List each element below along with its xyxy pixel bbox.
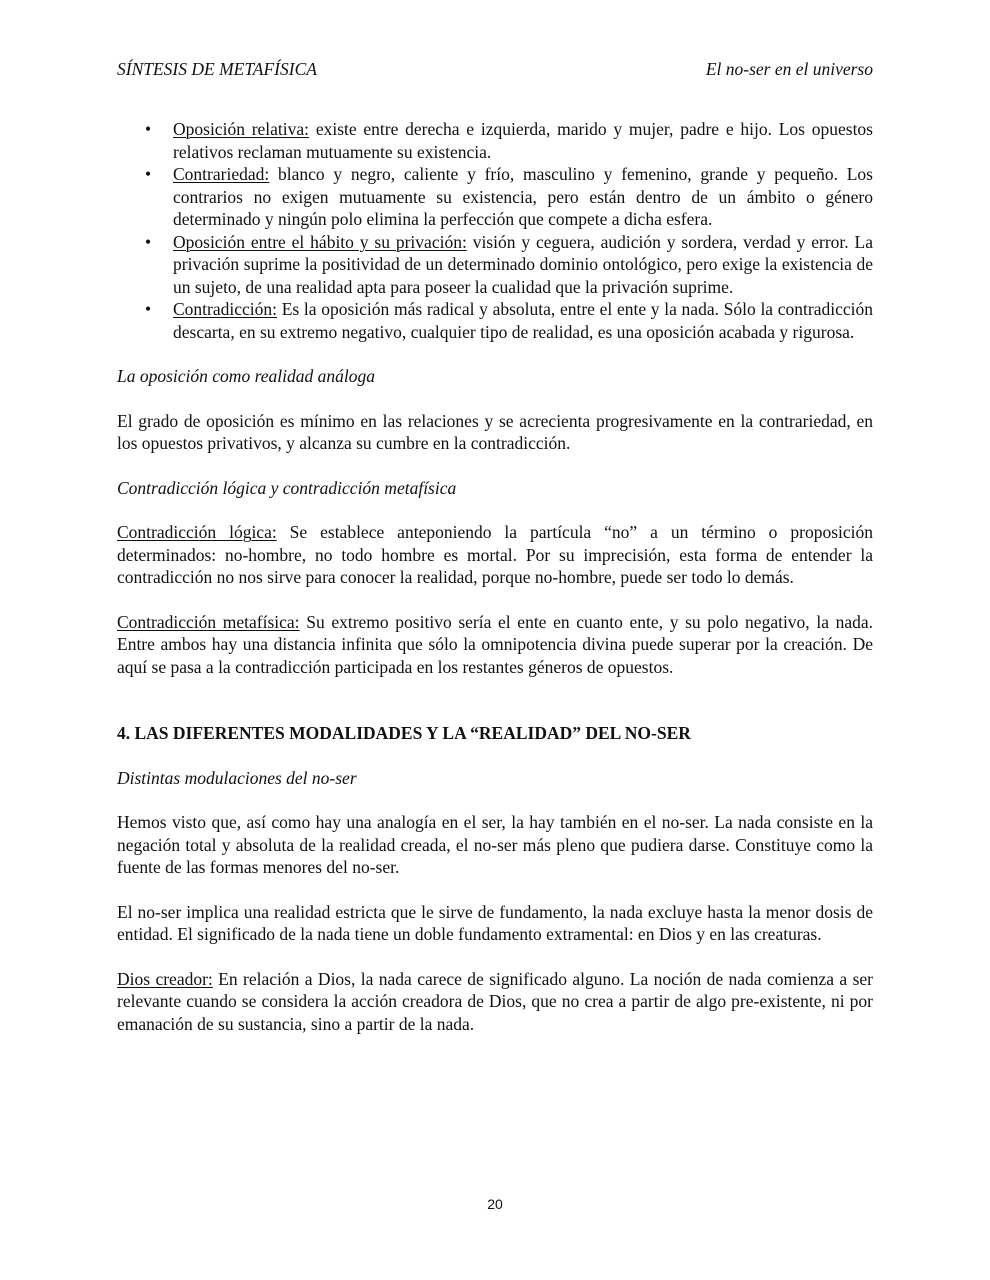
running-header-title: SÍNTESIS DE METAFÍSICA	[117, 59, 317, 79]
paragraph-text: En relación a Dios, la nada carece de significado alguno. La noción de nada comienza a ser relevante cuando se considera la acción creadora de Dios, que no crea a partir de algo pre-existente, ni por emanación de su sustancia, sino a partir de la nada.	[117, 968, 873, 1034]
term-label: Contrariedad:	[173, 164, 270, 184]
paragraph-text: Su extremo positivo sería el ente en cuanto ente, y su polo negativo, la nada. Entre ambos hay una distancia infinita que sólo la omnipotencia divina puede superar por la creación. De aquí se pasa a la contradicción participada en los restantes géneros de opuestos.	[117, 611, 874, 677]
item-text: visión y ceguera, audición y sordera, verdad y error. La privación suprime la positividad de un determinado dominio ontológico, pero exige la existencia de un sujeto, de una realidad apta para poseer la cualidad que la privación suprime.	[173, 231, 874, 297]
subheading-contradiction: Contradicción lógica y contradicción metafísica	[117, 477, 457, 498]
term-label: Contradicción lógica:	[117, 522, 277, 542]
bullet-icon: •	[145, 119, 152, 139]
paragraph-creator-god	[117, 968, 873, 1036]
bullet-icon: •	[145, 299, 152, 319]
item-text: Es la oposición más radical y absoluta, entre el ente y la nada. Sólo la contradicción descarta, en su extremo negativo, cualquier tipo de realidad, es una oposición acabada y rigurosa.	[173, 299, 873, 342]
paragraph-opposition-degree: El grado de oposición es mínimo en las relaciones y se acrecienta progresivamente en la contrariedad, en los opuestos privativos, y alcanza su cumbre en la contradicción.	[117, 410, 873, 453]
paragraph-text: Se establece anteponiendo la partícula “no” a un término o proposición determinados: no-hombre, no todo hombre es mortal. Por su imprecisión, esta forma de entender la contradicción no nos sirve para conocer la realidad, porque no-hombre, puede ser todo lo demás.	[117, 522, 874, 587]
opposition-types-list	[117, 118, 873, 343]
list-item	[117, 298, 873, 343]
bullet-icon: •	[145, 231, 152, 252]
term-label: Oposición relativa:	[173, 119, 310, 139]
item-text: existe entre derecha e izquierda, marido y mujer, padre e hijo. Los opuestos relativos reclaman mutuamente su existencia.	[173, 119, 873, 162]
paragraph-non-being-foundation: El no-ser implica una realidad estricta que le sirve de fundamento, la nada excluye hasta la menor dosis de entidad. El significado de la nada tiene un doble fundamento extramental: en Dios y en las creaturas.	[117, 901, 873, 944]
page-body	[117, 118, 873, 1035]
list-item	[117, 163, 873, 231]
paragraph-logical-contradiction	[117, 521, 873, 589]
item-text: blanco y negro, caliente y frío, masculino y femenino, grande y pequeño. Los contrarios no exigen mutuamente su existencia, pero están dentro de un ámbito o género determinado y ningún polo elimina la perfección que compete a dicha esfera.	[173, 164, 873, 229]
page-number: 20	[487, 1196, 503, 1212]
subheading-modulations: Distintas modulaciones del no-ser	[117, 767, 357, 788]
list-item	[117, 231, 873, 299]
list-item	[117, 118, 873, 163]
section-heading: 4. LAS DIFERENTES MODALIDADES Y LA “REALIDAD” DEL NO-SER	[117, 723, 691, 743]
term-label: Contradicción:	[173, 299, 278, 319]
subheading-analogous-opposition: La oposición como realidad análoga	[117, 366, 375, 386]
running-header-chapter: El no-ser en el universo	[705, 59, 873, 79]
term-label: Oposición entre el hábito y su privación:	[173, 231, 467, 252]
term-label: Contradicción metafísica:	[117, 611, 300, 632]
bullet-icon: •	[145, 164, 152, 184]
paragraph-metaphysical-contradiction	[117, 611, 873, 679]
term-label: Dios creador:	[117, 968, 213, 989]
paragraph-analogy-non-being: Hemos visto que, así como hay una analogía en el ser, la hay también en el no-ser. La nada consiste en la negación total y absoluta de la realidad creada, el no-ser más pleno que pudiera darse. Constituye como la fuente de las formas menores del no-ser.	[117, 812, 873, 877]
